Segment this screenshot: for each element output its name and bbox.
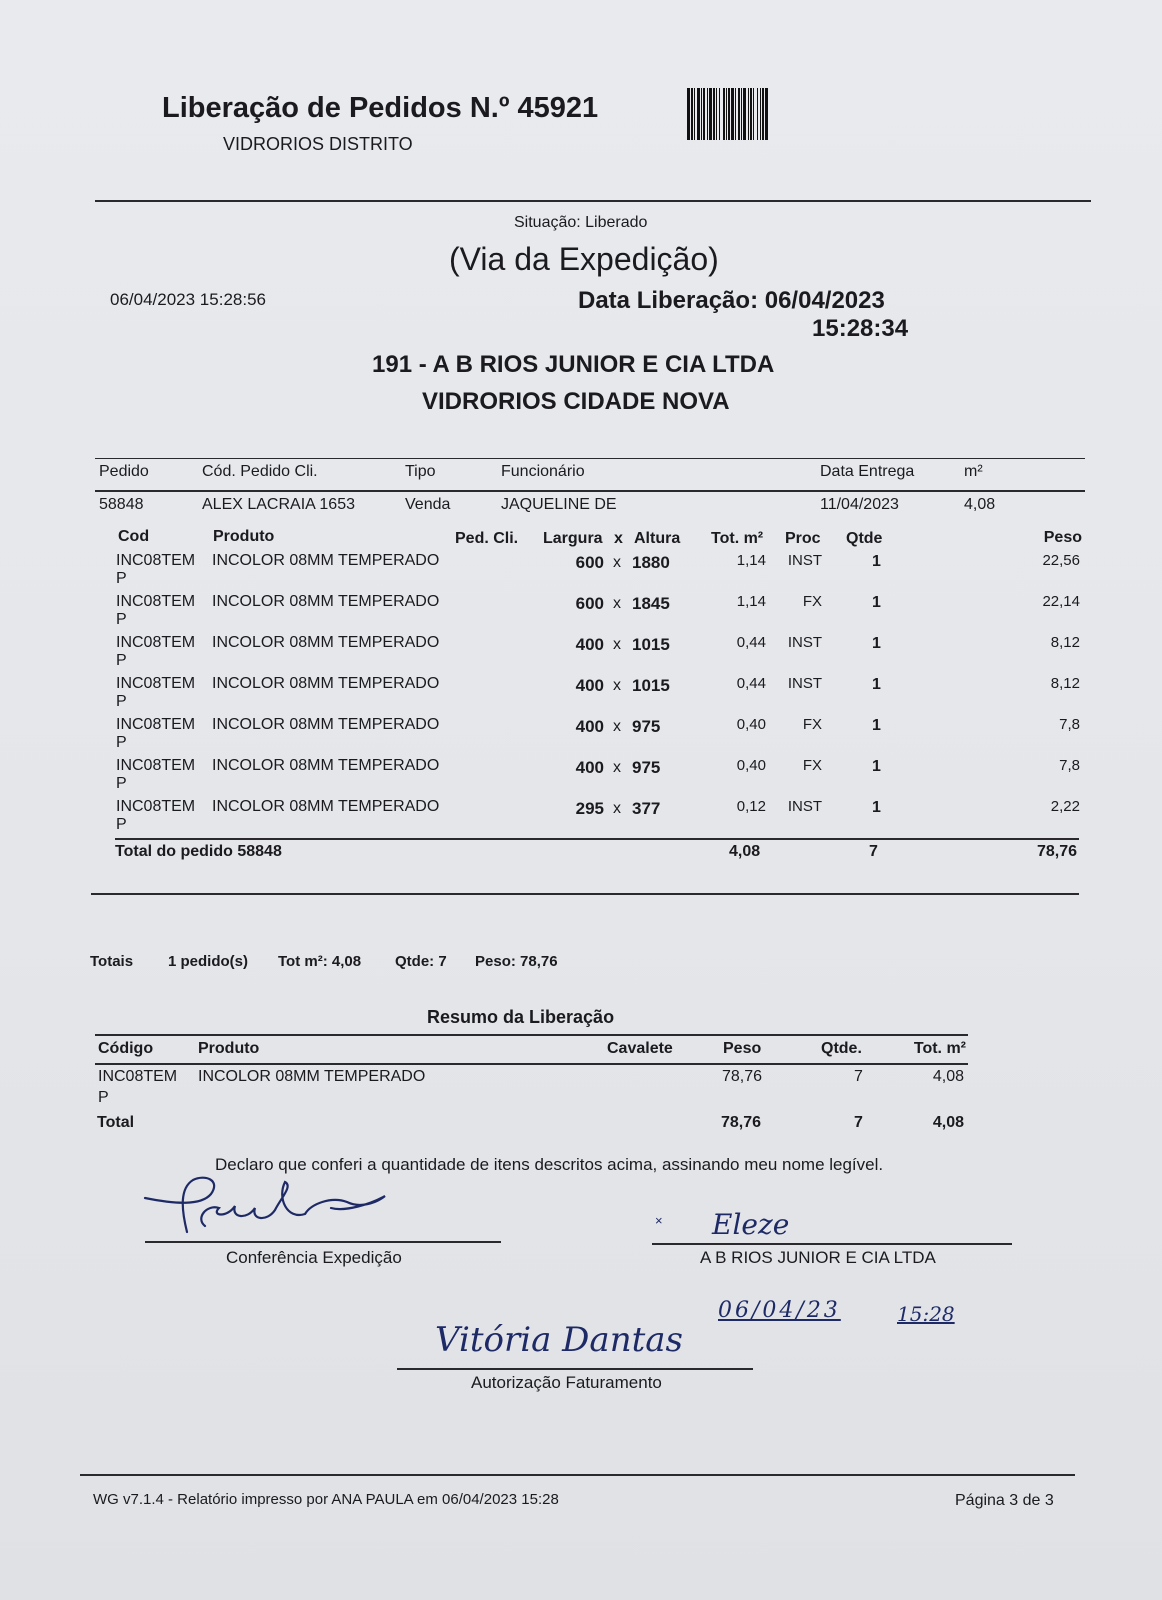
item-process: FX: [802, 716, 822, 733]
column-header: Cavalete: [607, 1040, 673, 1057]
item-height: 1845: [632, 594, 670, 613]
item-quantity: 1: [872, 758, 881, 775]
item-process: INST: [787, 798, 822, 815]
declaration-text: Declaro que conferi a quantidade de itens descritos acima, assinando meu nome legível.: [215, 1155, 884, 1174]
column-header: Código: [98, 1040, 154, 1057]
signature-label-bottom: Autorização Faturamento: [471, 1373, 662, 1392]
item-code-suffix: P: [116, 570, 127, 587]
item-quantity: 1: [872, 717, 881, 734]
summary-m2: 4,08: [932, 1068, 964, 1085]
column-header: Pedido: [99, 463, 149, 480]
status-text: Situação: Liberado: [514, 214, 648, 231]
item-code-suffix: P: [116, 693, 127, 710]
item-weight: 22,56: [1042, 552, 1080, 569]
handwritten-date: 06/04/23: [718, 1298, 841, 1323]
item-dimension-x: x: [613, 718, 621, 735]
signature-line-bottom: [397, 1368, 753, 1370]
item-width: 400: [575, 758, 604, 777]
item-code-suffix: P: [116, 775, 127, 792]
item-width: 600: [575, 594, 604, 613]
column-header: m²: [964, 463, 983, 480]
item-dimension-x: x: [613, 759, 621, 776]
item-dimension-x: x: [613, 800, 621, 817]
item-area: 0,12: [736, 798, 766, 815]
footer-print-info: WG v7.1.4 - Relatório impresso por ANA PAULA em 06/04/2023 15:28: [93, 1491, 559, 1508]
item-product: INCOLOR 08MM TEMPERADO: [212, 798, 440, 815]
copy-type: (Via da Expedição): [449, 241, 719, 277]
item-weight: 7,8: [1059, 716, 1080, 733]
item-code: INC08TEM: [116, 675, 196, 692]
item-quantity: 1: [872, 799, 881, 816]
employee-name: JAQUELINE DE: [501, 496, 617, 513]
summary-top-rule: [95, 1034, 968, 1036]
item-width: 400: [575, 717, 604, 736]
column-header: Cód. Pedido Cli.: [202, 463, 318, 480]
item-process: INST: [787, 675, 822, 692]
order-total-peso: 78,76: [1036, 843, 1077, 860]
client-store: VIDRORIOS CIDADE NOVA: [422, 388, 730, 415]
item-area: 1,14: [736, 593, 766, 610]
item-dimension-x: x: [613, 677, 621, 694]
item-area: 0,40: [736, 716, 766, 733]
client-order-code: ALEX LACRAIA 1653: [202, 496, 355, 513]
item-height: 377: [632, 799, 661, 818]
column-header: Data Entrega: [820, 463, 915, 480]
order-total-label: Total do pedido 58848: [115, 843, 282, 860]
summary-code: INC08TEM: [98, 1068, 178, 1085]
item-weight: 2,22: [1050, 798, 1080, 815]
item-dimension-x: x: [613, 554, 621, 571]
signature-conferencia: [135, 1168, 405, 1248]
header-divider: [95, 200, 1091, 202]
item-code: INC08TEM: [116, 798, 196, 815]
totals-peso: Peso: 78,76: [475, 953, 558, 970]
summary-code-suffix: P: [98, 1089, 109, 1106]
column-header: Tot. m²: [711, 530, 764, 547]
item-width: 400: [575, 635, 604, 654]
signature-ab-rios: Eleze: [712, 1208, 790, 1241]
column-header: Funcionário: [501, 463, 585, 480]
section-divider: [91, 893, 1079, 895]
item-product: INCOLOR 08MM TEMPERADO: [212, 634, 440, 651]
order-type: Venda: [405, 496, 451, 513]
order-area: 4,08: [964, 496, 996, 513]
item-area: 0,44: [736, 675, 766, 692]
client-name: 191 - A B RIOS JUNIOR E CIA LTDA: [372, 351, 775, 378]
column-header: Cod: [118, 528, 150, 545]
item-process: FX: [802, 757, 822, 774]
summary-qtde: 7: [854, 1068, 863, 1085]
item-quantity: 1: [872, 553, 881, 570]
item-weight: 8,12: [1050, 675, 1080, 692]
column-header: Proc: [785, 530, 821, 547]
item-height: 975: [632, 758, 661, 777]
totals-qtde: Qtde: 7: [395, 953, 447, 970]
page-number: Página 3 de 3: [955, 1492, 1054, 1509]
column-header: Altura: [634, 530, 681, 547]
item-quantity: 1: [872, 635, 881, 652]
summary-total-label: Total: [97, 1114, 135, 1131]
column-header: Tipo: [405, 463, 436, 480]
totals-m2: Tot m²: 4,08: [278, 953, 362, 970]
handwritten-time: 15:28: [897, 1302, 955, 1326]
item-height: 1880: [632, 553, 670, 572]
column-header: Qtde.: [821, 1040, 862, 1057]
item-process: FX: [802, 593, 822, 610]
item-product: INCOLOR 08MM TEMPERADO: [212, 675, 440, 692]
column-header: x: [614, 530, 623, 547]
item-code: INC08TEM: [116, 593, 196, 610]
order-header-bottom-rule: [95, 490, 1085, 492]
column-header: Peso: [1043, 529, 1082, 546]
column-header: Peso: [723, 1040, 762, 1057]
item-weight: 8,12: [1050, 634, 1080, 651]
item-height: 975: [632, 717, 661, 736]
summary-total-m2: 4,08: [932, 1114, 964, 1131]
barcode-icon: [687, 88, 863, 140]
item-product: INCOLOR 08MM TEMPERADO: [212, 552, 440, 569]
item-process: INST: [787, 634, 822, 651]
signature-label-right: A B RIOS JUNIOR E CIA LTDA: [700, 1248, 936, 1267]
footer-rule: [80, 1474, 1075, 1476]
item-area: 0,40: [736, 757, 766, 774]
summary-product: INCOLOR 08MM TEMPERADO: [198, 1068, 426, 1085]
item-code-suffix: P: [116, 652, 127, 669]
release-date: Data Liberação: 06/04/2023: [578, 287, 885, 314]
signature-line-left: [145, 1241, 501, 1243]
item-code-suffix: P: [116, 734, 127, 751]
item-width: 400: [575, 676, 604, 695]
item-quantity: 1: [872, 676, 881, 693]
signature-mark-x: ×: [655, 1213, 663, 1228]
column-header: Produto: [213, 528, 275, 545]
item-code: INC08TEM: [116, 757, 196, 774]
column-header: Tot. m²: [913, 1040, 966, 1057]
document-title: Liberação de Pedidos N.º 45921: [162, 92, 599, 124]
item-quantity: 1: [872, 594, 881, 611]
item-product: INCOLOR 08MM TEMPERADO: [212, 757, 440, 774]
item-weight: 7,8: [1059, 757, 1080, 774]
item-code: INC08TEM: [116, 716, 196, 733]
print-timestamp: 06/04/2023 15:28:56: [110, 290, 266, 309]
signature-faturamento: Vitória Dantas: [435, 1320, 683, 1360]
order-total-qtde: 7: [869, 843, 878, 860]
item-width: 295: [575, 799, 604, 818]
column-header: Qtde: [846, 530, 883, 547]
order-number: 58848: [99, 496, 144, 513]
signature-label-left: Conferência Expedição: [226, 1248, 402, 1267]
item-area: 0,44: [736, 634, 766, 651]
column-header: Ped. Cli.: [455, 530, 519, 547]
item-dimension-x: x: [613, 636, 621, 653]
item-code-suffix: P: [116, 816, 127, 833]
item-code: INC08TEM: [116, 552, 196, 569]
item-dimension-x: x: [613, 595, 621, 612]
summary-total-qtde: 7: [854, 1114, 863, 1131]
signature-line-right: [652, 1243, 1012, 1245]
totals-label: Totais: [90, 953, 134, 970]
item-width: 600: [575, 553, 604, 572]
summary-total-peso: 78,76: [721, 1114, 762, 1131]
summary-header-rule: [95, 1063, 968, 1065]
summary-title: Resumo da Liberação: [427, 1007, 615, 1027]
release-time: 15:28:34: [812, 315, 909, 342]
item-area: 1,14: [736, 552, 766, 569]
column-header: Largura: [543, 530, 603, 547]
item-process: INST: [787, 552, 822, 569]
column-header: Produto: [198, 1040, 260, 1057]
summary-peso: 78,76: [722, 1068, 763, 1085]
item-height: 1015: [632, 676, 670, 695]
item-product: INCOLOR 08MM TEMPERADO: [212, 593, 440, 610]
item-weight: 22,14: [1042, 593, 1080, 610]
order-header-top-rule: [95, 458, 1085, 459]
totals-orders: 1 pedido(s): [168, 953, 249, 970]
item-code-suffix: P: [116, 611, 127, 628]
items-total-rule: [115, 838, 1079, 840]
item-height: 1015: [632, 635, 670, 654]
order-total-m2: 4,08: [729, 843, 761, 860]
delivery-date: 11/04/2023: [820, 496, 899, 513]
company-name: VIDRORIOS DISTRITO: [223, 134, 413, 154]
item-code: INC08TEM: [116, 634, 196, 651]
item-product: INCOLOR 08MM TEMPERADO: [212, 716, 440, 733]
